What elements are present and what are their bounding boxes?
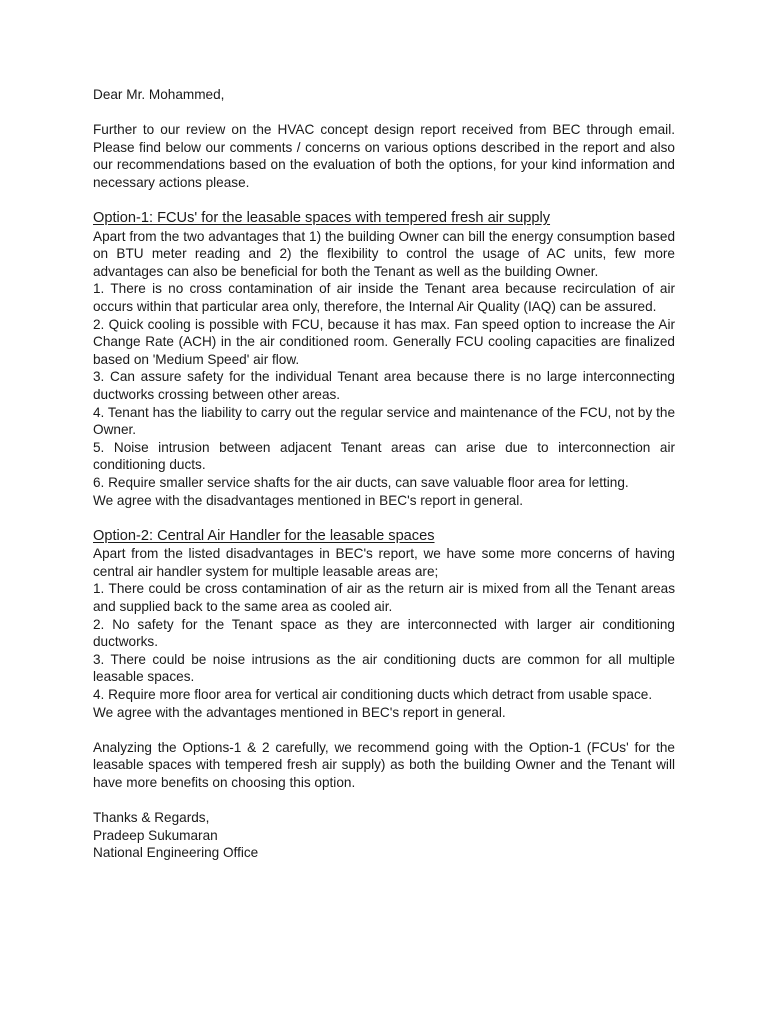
option2-heading: Option-2: Central Air Handler for the leasable spaces [93,527,435,544]
option1-point: 2. Quick cooling is possible with FCU, because it has max. Fan speed option to increase the Air Change Rate (ACH) in the air conditioned room. Generally FCU cooling capacities are finalized based on 'Medium Speed' air flow. [93,316,675,367]
option1-point: 4. Tenant has the liability to carry out the regular service and maintenance of the FCU, not by the Owner. [93,404,675,438]
spacer [93,509,675,527]
closing-line: Thanks & Regards, [93,810,210,826]
salutation: Dear Mr. Mohammed, [93,87,225,102]
spacer [93,104,675,122]
option1-closing: We agree with the disadvantages mentioned in BEC's report in general. [93,492,524,508]
intro-paragraph: Further to our review on the HVAC concept design report received from BEC through email. Please find below our comments / concerns on various options described in the report and also our recommendations based on the evaluation of both the options, for your kind information and necessary actions please. [93,122,675,190]
spacer [93,192,675,210]
option1-point: 6. Require smaller service shafts for the air ducts, can save valuable floor area for letting. [93,474,629,490]
signatory-name: Pradeep Sukumaran [93,827,218,843]
option1-heading: Option-1: FCUs' for the leasable spaces with tempered fresh air supply [93,210,551,227]
spacer [93,721,675,739]
option1-intro: Apart from the two advantages that 1) the building Owner can bill the energy consumption based on BTU meter reading and 2) the flexibility to control the usage of AC units, few more advantages can also be beneficial for both the Tenant as well as the building Owner. [93,228,675,279]
option2-point: 4. Require more floor area for vertical air conditioning ducts which detract from usable space. [93,687,653,702]
option1-point: 5. Noise intrusion between adjacent Tenant areas can arise due to interconnection air conditioning ducts. [93,439,675,473]
option1-point: 1. There is no cross contamination of air inside the Tenant area because recirculation of air occurs within that particular area only, therefore, the Internal Air Quality (IAQ) can be assured. [93,281,675,315]
recommendation-paragraph: Analyzing the Options-1 & 2 carefully, we recommend going with the Option-1 (FCUs' for the leasable spaces with tempered fresh air supply) as both the building Owner and the Tenant will have more benefits on choosing this option. [93,739,675,790]
option1-point: 3. Can assure safety for the individual Tenant area because there is no large interconnecting ductworks crossing between other areas. [93,369,675,402]
option2-point: 3. There could be noise intrusions as the air conditioning ducts are common for all multiple leasable spaces. [93,651,675,685]
option2-point: 2. No safety for the Tenant space as they are interconnected with larger air conditioning ductworks. [93,616,675,650]
signatory-office: National Engineering Office [93,845,259,861]
option2-point: 1. There could be cross contamination of air as the return air is mixed from all the Tenant areas and supplied back to the same area as cooled air. [93,581,675,615]
option2-intro: Apart from the listed disadvantages in BEC's report, we have some more concerns of having central air handler system for multiple leasable areas are; [93,546,675,579]
option2-closing: We agree with the advantages mentioned in BEC's report in general. [93,704,506,720]
spacer [93,792,675,810]
letter-page [93,86,675,862]
